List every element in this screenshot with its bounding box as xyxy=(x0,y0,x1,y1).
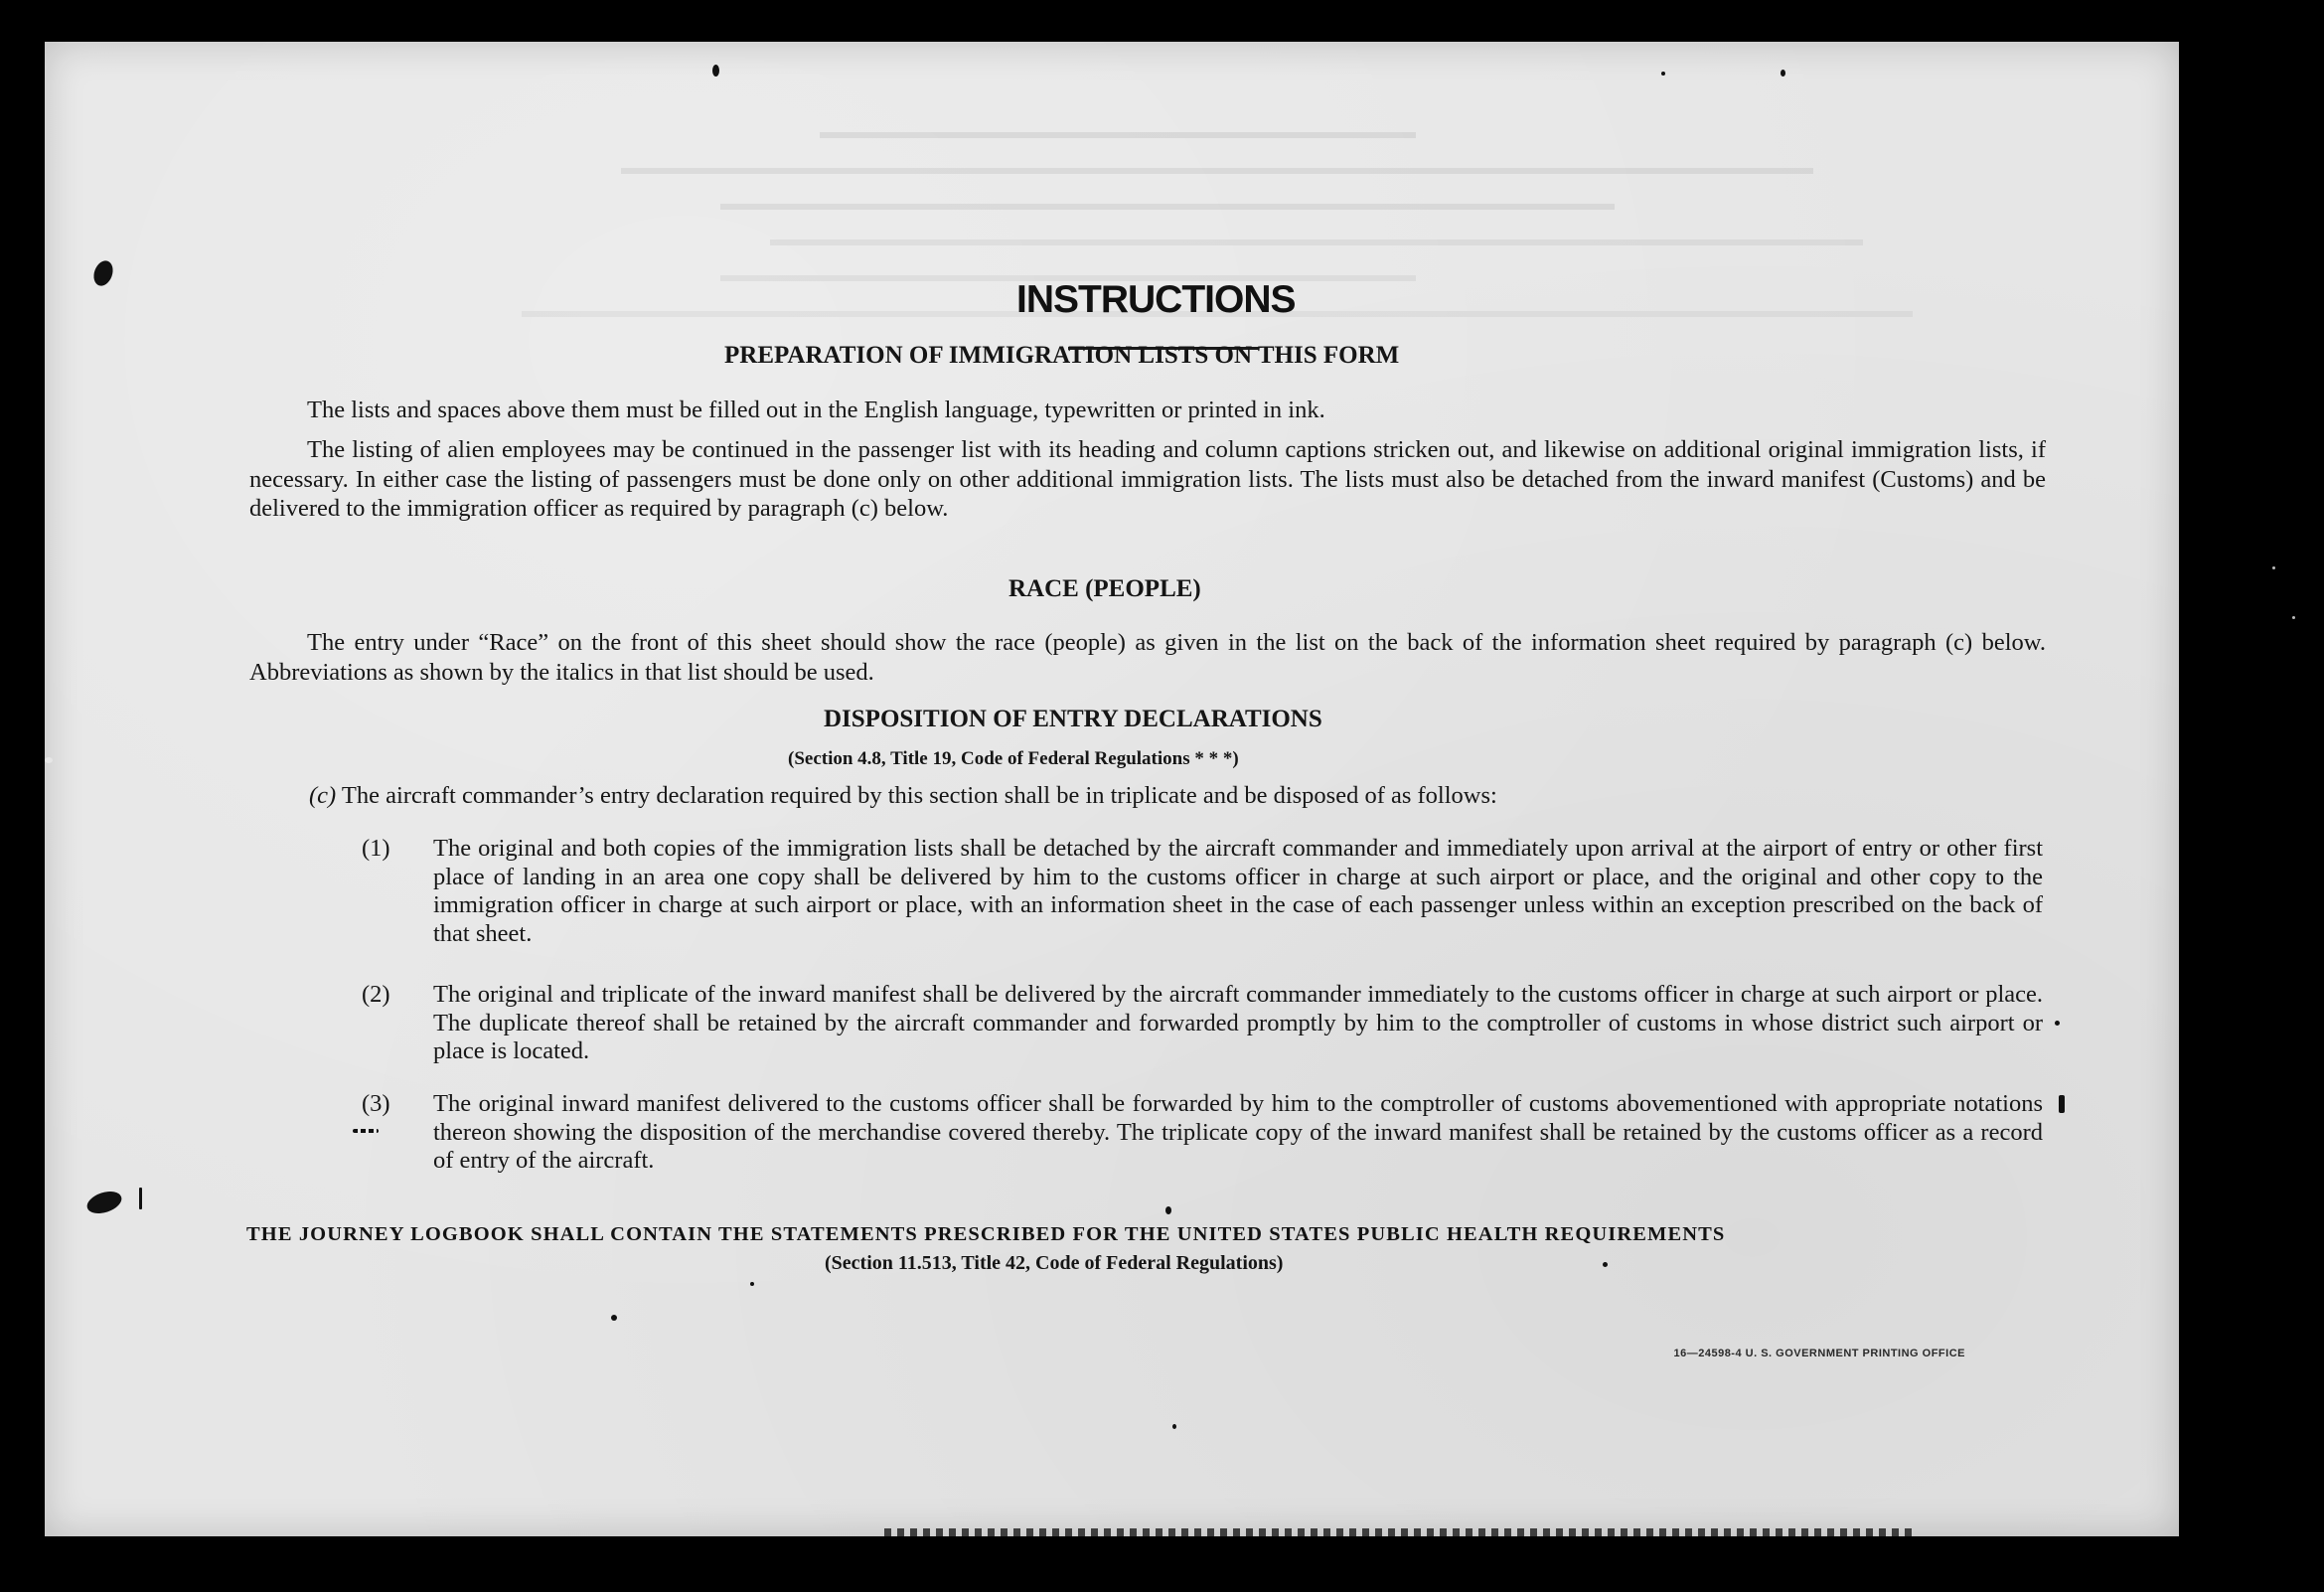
item-number: (1) xyxy=(362,835,390,862)
ink-speck xyxy=(1661,72,1665,76)
ink-speck xyxy=(2292,616,2295,619)
item-number: (3) xyxy=(362,1090,390,1117)
ink-speck xyxy=(90,258,116,289)
show-through-texture xyxy=(144,77,2111,375)
disposition-intro-text: The aircraft commander’s entry declaration required by this section shall be in triplicate and be disposed of as follows: xyxy=(341,782,1497,809)
preparation-paragraph-1: The lists and spaces above them must be filled out in the English language, typewritten or printed in ink. xyxy=(307,397,1325,423)
printer-mark: 16—24598-4 U. S. GOVERNMENT PRINTING OFFICE xyxy=(1673,1348,1965,1359)
ink-speck xyxy=(84,1188,124,1217)
torn-edge xyxy=(884,1528,1918,1542)
ink-speck xyxy=(1165,1206,1171,1214)
race-paragraph: The entry under “Race” on the front of this sheet should show the race (people) as given in the list on the back of the information sheet required by paragraph (c) below. Abbreviations as shown by the italics in that list should be used. xyxy=(249,629,2046,686)
disposition-citation: (Section 4.8, Title 19, Code of Federal Regulations * * *) xyxy=(788,748,1239,769)
ink-speck xyxy=(2272,566,2275,569)
disposition-item-1 xyxy=(362,835,2043,948)
ink-speck xyxy=(139,1188,142,1209)
ink-speck xyxy=(353,1129,379,1133)
item-number: (2) xyxy=(362,981,390,1008)
ink-speck xyxy=(45,757,53,763)
race-heading: RACE (PEOPLE) xyxy=(1008,575,1201,602)
ink-speck xyxy=(750,1282,754,1286)
health-citation: (Section 11.513, Title 42, Code of Federal Regulations) xyxy=(825,1252,1284,1274)
document-sheet xyxy=(45,42,2179,1536)
disposition-item-2 xyxy=(362,981,2043,1066)
ink-speck xyxy=(1172,1424,1176,1429)
item-text: The original inward manifest delivered to the customs officer shall be forwarded by him to the comptroller of customs abovementioned with appropriate notations thereon showing the disposition of the merchandise covered thereby. The triplicate copy of the inward manifest shall be retained by the customs officer as a record of entry of the aircraft. xyxy=(433,1090,2043,1174)
disposition-intro xyxy=(309,781,2046,811)
ink-speck xyxy=(2059,1095,2065,1113)
ink-speck xyxy=(712,65,719,77)
page-title: INSTRUCTIONS xyxy=(1016,278,1296,321)
disposition-heading: DISPOSITION OF ENTRY DECLARATIONS xyxy=(824,706,1322,732)
disposition-item-3 xyxy=(362,1090,2043,1176)
preparation-heading: PREPARATION OF IMMIGRATION LISTS ON THIS FORM xyxy=(724,342,1400,369)
preparation-paragraph-2: The listing of alien employees may be continued in the passenger list with its heading and column captions stricken out, and likewise on additional original immigration lists, if necessary. In either case the listing of passengers must be done only on other additional immigration lists. The lists must also be detached from the inward manifest (Customs) and be delivered to the immigration officer as required by paragraph (c) below. xyxy=(249,436,2046,522)
health-requirements-line: THE JOURNEY LOGBOOK SHALL CONTAIN THE STATEMENTS PRESCRIBED FOR THE UNITED STATES PUBLIC HEALTH REQUIREMENTS xyxy=(246,1223,1726,1245)
ink-speck xyxy=(2055,1021,2060,1026)
item-text: The original and triplicate of the inward manifest shall be delivered by the aircraft commander immediately to the customs officer in charge at such airport or place. The duplicate thereof shall be retained by the aircraft commander and forwarded promptly by him to the comptroller of customs in whose district such airport or place is located. xyxy=(433,981,2043,1064)
ink-speck xyxy=(611,1315,617,1321)
disposition-intro-marker: (c) xyxy=(309,782,337,809)
item-text: The original and both copies of the immigration lists shall be detached by the aircraft commander and immediately upon arrival at the airport of entry or other first place of landing in an area one copy shall be delivered by him to the customs officer in charge at such airport or place, and the original and other copy to the immigration officer in charge at such airport or place, with an information sheet in the case of each passenger unless within an exception prescribed on the back of that sheet. xyxy=(433,835,2043,947)
ink-speck xyxy=(1781,70,1785,77)
ink-speck xyxy=(1603,1262,1608,1267)
